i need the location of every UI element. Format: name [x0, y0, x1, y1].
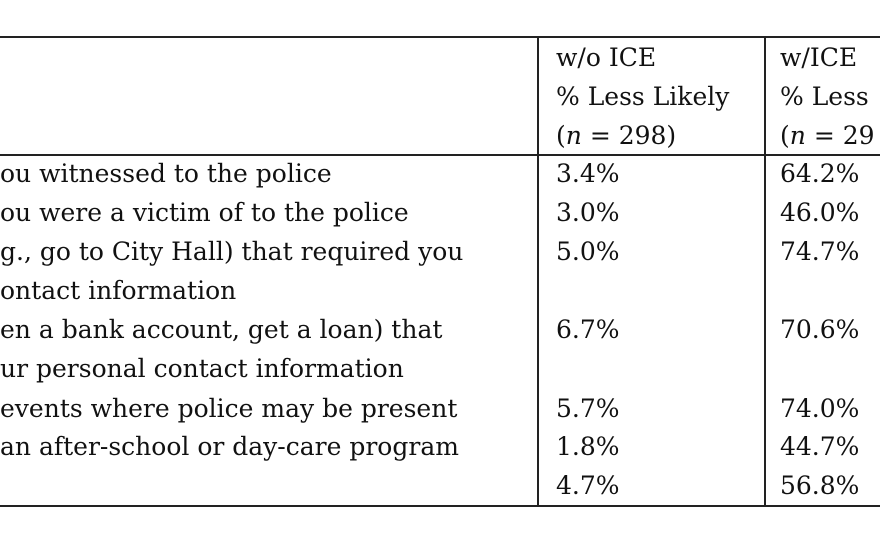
row-value-w-ice: 70.6% [780, 315, 860, 344]
row-label: g., go to City Hall) that required you [0, 237, 464, 266]
header-wo-ice-line1: w/o ICE [556, 43, 657, 72]
row-value-wo-ice: 5.7% [556, 394, 620, 423]
row-value-wo-ice: 4.7% [556, 471, 620, 500]
column-divider-2 [764, 36, 766, 506]
row-label-continuation: ontact information [0, 276, 237, 305]
table-top-rule [0, 36, 880, 38]
row-label: ou witnessed to the police [0, 159, 332, 188]
row-value-wo-ice: 1.8% [556, 432, 620, 461]
row-value-w-ice: 56.8% [780, 471, 860, 500]
row-label: events where police may be present [0, 394, 458, 423]
header-w-ice-line2: % Less [780, 82, 869, 111]
row-value-w-ice: 74.7% [780, 237, 860, 266]
header-wo-ice [556, 38, 729, 155]
row-value-w-ice: 74.0% [780, 394, 860, 423]
table-bottom-rule [0, 505, 880, 507]
row-value-wo-ice: 3.4% [556, 159, 620, 188]
row-value-wo-ice: 6.7% [556, 315, 620, 344]
row-value-w-ice: 64.2% [780, 159, 860, 188]
row-label: en a bank account, get a loan) that [0, 315, 443, 344]
header-wo-ice-line2: % Less Likely [556, 82, 730, 111]
row-label: ou were a victim of to the police [0, 198, 409, 227]
row-value-w-ice: 44.7% [780, 432, 860, 461]
row-label-continuation: ur personal contact information [0, 354, 404, 383]
header-w-ice-n: (n = 29 [780, 121, 875, 150]
header-w-ice-line1: w/ICE [780, 43, 858, 72]
header-wo-ice-n: (n = 298) [556, 121, 677, 150]
row-value-w-ice: 46.0% [780, 198, 860, 227]
row-label: an after-school or day-care program [0, 432, 459, 461]
row-value-wo-ice: 3.0% [556, 198, 620, 227]
header-w-ice [780, 38, 875, 155]
column-divider-1 [537, 36, 539, 506]
header-bottom-rule [0, 154, 880, 156]
row-value-wo-ice: 5.0% [556, 237, 620, 266]
